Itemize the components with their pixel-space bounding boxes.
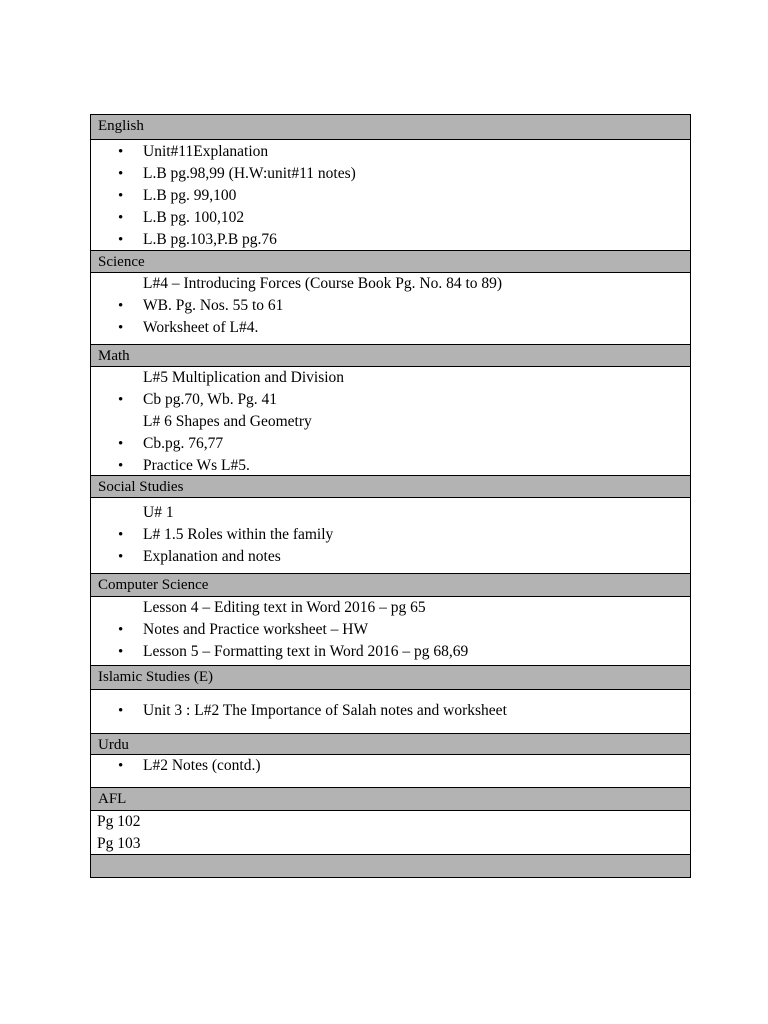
section-title: Math [98, 348, 130, 364]
list-item: L#4 – Introducing Forces (Course Book Pg. No. 84 to 89) [143, 275, 503, 292]
list-item: U# 1 [143, 504, 174, 521]
section-body-urdu [91, 755, 690, 788]
section-body-social-studies [91, 498, 690, 574]
section-body-islamic-studies [91, 690, 690, 734]
list-item: • L# 1.5 Roles within the family [91, 524, 690, 546]
section-body-computer-science [91, 597, 690, 666]
list-item: • L.B pg. 99,100 [91, 185, 690, 207]
section-header-computer-science [91, 574, 690, 597]
homework-table [90, 114, 691, 878]
list-item: • Unit#11Explanation [91, 141, 690, 163]
list-item: • L.B pg.103,P.B pg.76 [91, 229, 690, 251]
list-item: • Lesson 5 – Formatting text in Word 2016 – pg 68,69 [91, 641, 690, 663]
list-item: • L.B pg.98,99 (H.W:unit#11 notes) [91, 163, 690, 185]
section-title: Islamic Studies (E) [98, 669, 213, 685]
list-item: • Worksheet of L#4. [91, 317, 690, 339]
list-item: L# 6 Shapes and Geometry [143, 413, 312, 430]
section-header-social-studies [91, 476, 690, 498]
section-header-islamic-studies [91, 666, 690, 690]
empty-footer-row [91, 855, 690, 877]
list-item: • L#2 Notes (contd.) [91, 755, 690, 777]
section-header-afl [91, 788, 690, 811]
list-item: • Cb.pg. 76,77 [91, 433, 690, 455]
section-body-science [91, 273, 690, 345]
list-item: Lesson 4 – Editing text in Word 2016 – pg 65 [143, 599, 426, 616]
list-item: • WB. Pg. Nos. 55 to 61 [91, 295, 690, 317]
section-title: Computer Science [98, 577, 209, 593]
page-reference: Pg 103 [97, 835, 141, 852]
section-body-afl [91, 811, 690, 855]
section-title: Urdu [98, 737, 129, 753]
section-header-science [91, 251, 690, 273]
section-header-math [91, 345, 690, 367]
list-item: • Practice Ws L#5. [91, 455, 690, 477]
list-item: • Notes and Practice worksheet – HW [91, 619, 690, 641]
section-title: Science [98, 254, 145, 270]
section-title: AFL [98, 791, 127, 807]
section-header-english [91, 115, 690, 140]
section-body-english [91, 140, 690, 251]
section-body-math [91, 367, 690, 476]
list-item: • Explanation and notes [91, 546, 690, 568]
section-header-urdu [91, 734, 690, 755]
page-reference: Pg 102 [97, 813, 141, 830]
list-item: • Unit 3 : L#2 The Importance of Salah notes and worksheet [91, 700, 690, 722]
list-item: • Cb pg.70, Wb. Pg. 41 [91, 389, 690, 411]
list-item: L#5 Multiplication and Division [143, 369, 345, 386]
list-item: • L.B pg. 100,102 [91, 207, 690, 229]
section-title: English [98, 118, 144, 134]
section-title: Social Studies [98, 479, 184, 495]
